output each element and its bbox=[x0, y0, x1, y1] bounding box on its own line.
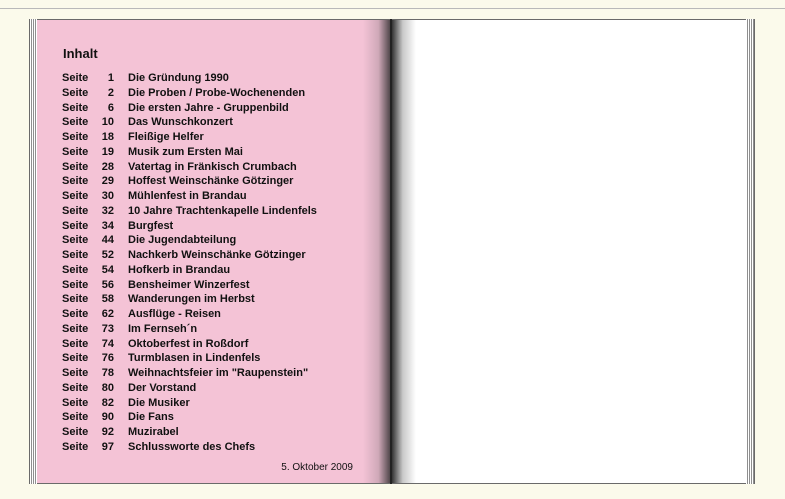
toc-entry-page-number: 58 bbox=[101, 293, 114, 306]
toc-entry-page-number: 56 bbox=[101, 278, 114, 291]
toc-entry-title: Die Gründung 1990 bbox=[128, 72, 229, 84]
toc-entry-title: Bensheimer Winzerfest bbox=[128, 278, 250, 291]
toc-entry-title: Die Jugendabteilung bbox=[128, 234, 237, 247]
toc-entry-title: Weihnachtsfeier im "Raupenstein" bbox=[128, 367, 309, 379]
toc-entry-label: Seite bbox=[62, 219, 89, 232]
left-page-edges bbox=[29, 19, 37, 484]
toc-entry-label: Seite bbox=[62, 337, 89, 350]
toc-entry-title: Der Vorstand bbox=[128, 381, 197, 394]
toc-entry-page-number: 73 bbox=[101, 322, 114, 335]
toc-entry-title: Das Wunschkonzert bbox=[128, 116, 233, 129]
toc-entry-label: Seite bbox=[62, 175, 89, 188]
page-date: 5. Oktober 2009 bbox=[281, 462, 353, 473]
toc-entry-label: Seite bbox=[62, 249, 89, 261]
toc-entry-title: Die Proben / Probe-Wochenenden bbox=[128, 86, 306, 99]
toc-entry-page-number: 10 bbox=[101, 116, 114, 129]
toc-entry-page-number: 82 bbox=[101, 396, 114, 409]
toc-entry-title: Hoffest Weinschänke Götzinger bbox=[128, 175, 294, 188]
toc-entry-label: Seite bbox=[62, 411, 89, 424]
toc-entry-label: Seite bbox=[62, 116, 89, 129]
toc-entry-page-number: 44 bbox=[101, 234, 114, 247]
toc-entry-page-number: 2 bbox=[107, 86, 114, 99]
top-divider bbox=[0, 8, 785, 9]
toc-entry-label: Seite bbox=[62, 322, 89, 335]
toc-entry-label: Seite bbox=[62, 160, 89, 173]
toc-entry-page-number: 74 bbox=[101, 337, 114, 350]
toc-entry-label: Seite bbox=[62, 293, 89, 306]
toc-entry-title: Vatertag in Fränkisch Crumbach bbox=[128, 160, 297, 173]
toc-entry-label: Seite bbox=[62, 367, 89, 379]
toc-entry-title: Die Fans bbox=[128, 411, 174, 424]
toc-entry-title: Oktoberfest in Roßdorf bbox=[128, 337, 249, 350]
toc-entry-label: Seite bbox=[62, 426, 89, 438]
toc-entry-label: Seite bbox=[62, 145, 89, 158]
toc-entry-page-number: 6 bbox=[107, 101, 114, 114]
left-gutter-shadow bbox=[363, 20, 391, 483]
toc-entry-title: Die Musiker bbox=[128, 396, 190, 409]
toc-entry-title: Hofkerb in Brandau bbox=[128, 263, 231, 276]
toc-entry-page-number: 80 bbox=[101, 381, 114, 394]
right-gutter-shadow bbox=[392, 20, 416, 483]
toc-entry-label: Seite bbox=[62, 352, 89, 365]
toc-entry-title: Mühlenfest in Brandau bbox=[128, 190, 247, 202]
right-page bbox=[392, 19, 746, 484]
toc-entry-label: Seite bbox=[62, 278, 89, 291]
toc-entry-page-number: 28 bbox=[101, 160, 114, 173]
toc-entry-title: Nachkerb Weinschänke Götzinger bbox=[128, 249, 306, 261]
toc-entry-label: Seite bbox=[62, 86, 89, 99]
toc-heading: Inhalt bbox=[63, 46, 98, 61]
toc-entry-label: Seite bbox=[62, 234, 89, 247]
toc-entry-title: Im Fernseh´n bbox=[128, 322, 198, 335]
toc-entry-page-number: 30 bbox=[101, 190, 114, 202]
toc-entry-label: Seite bbox=[62, 101, 89, 114]
toc-entry-page-number: 52 bbox=[101, 249, 114, 261]
toc-entry-page-number: 54 bbox=[101, 263, 114, 276]
toc-entry-title: Musik zum Ersten Mai bbox=[128, 145, 243, 158]
toc-entry-page-number: 90 bbox=[101, 411, 114, 424]
toc-entry-title: Ausflüge - Reisen bbox=[128, 308, 221, 320]
toc-entry-label: Seite bbox=[62, 131, 89, 143]
toc-entry-title: Wanderungen im Herbst bbox=[128, 293, 255, 306]
book-spread bbox=[29, 19, 755, 484]
toc-entry-page-number: 29 bbox=[101, 175, 114, 188]
toc-entry-page-number: 78 bbox=[101, 367, 114, 379]
toc-entry-page-number: 19 bbox=[101, 145, 114, 158]
toc-entry-title: Burgfest bbox=[128, 219, 174, 232]
toc-entry-page-number: 1 bbox=[107, 72, 114, 84]
toc-entry-label: Seite bbox=[62, 72, 89, 84]
toc-entry-title: 10 Jahre Trachtenkapelle Lindenfels bbox=[128, 204, 317, 217]
toc-entry-title: Fleißige Helfer bbox=[128, 131, 204, 143]
toc-entry-label: Seite bbox=[62, 308, 89, 320]
toc-entry-label: Seite bbox=[62, 204, 89, 217]
toc-entry-page-number: 34 bbox=[101, 219, 114, 232]
toc-entry-page-number: 92 bbox=[101, 426, 114, 438]
toc-entry-page-number: 76 bbox=[101, 352, 114, 365]
toc-entry-title: Schlussworte des Chefs bbox=[128, 440, 256, 453]
toc-entry-label: Seite bbox=[62, 440, 89, 453]
toc-entry-page-number: 97 bbox=[101, 440, 114, 453]
right-page-edges bbox=[746, 19, 755, 484]
toc-entry-title: Muzirabel bbox=[128, 426, 179, 438]
toc-entry-page-number: 32 bbox=[101, 204, 114, 217]
toc-entry-page-number: 18 bbox=[101, 131, 114, 143]
toc-entry-title: Turmblasen in Lindenfels bbox=[128, 352, 261, 365]
left-page bbox=[37, 19, 391, 484]
toc-entry-label: Seite bbox=[62, 190, 89, 202]
toc-entry-label: Seite bbox=[62, 381, 89, 394]
toc-entry-label: Seite bbox=[62, 263, 89, 276]
toc-entry-page-number: 62 bbox=[101, 308, 114, 320]
toc-entry-title: Die ersten Jahre - Gruppenbild bbox=[128, 101, 289, 114]
toc-entry-label: Seite bbox=[62, 396, 89, 409]
